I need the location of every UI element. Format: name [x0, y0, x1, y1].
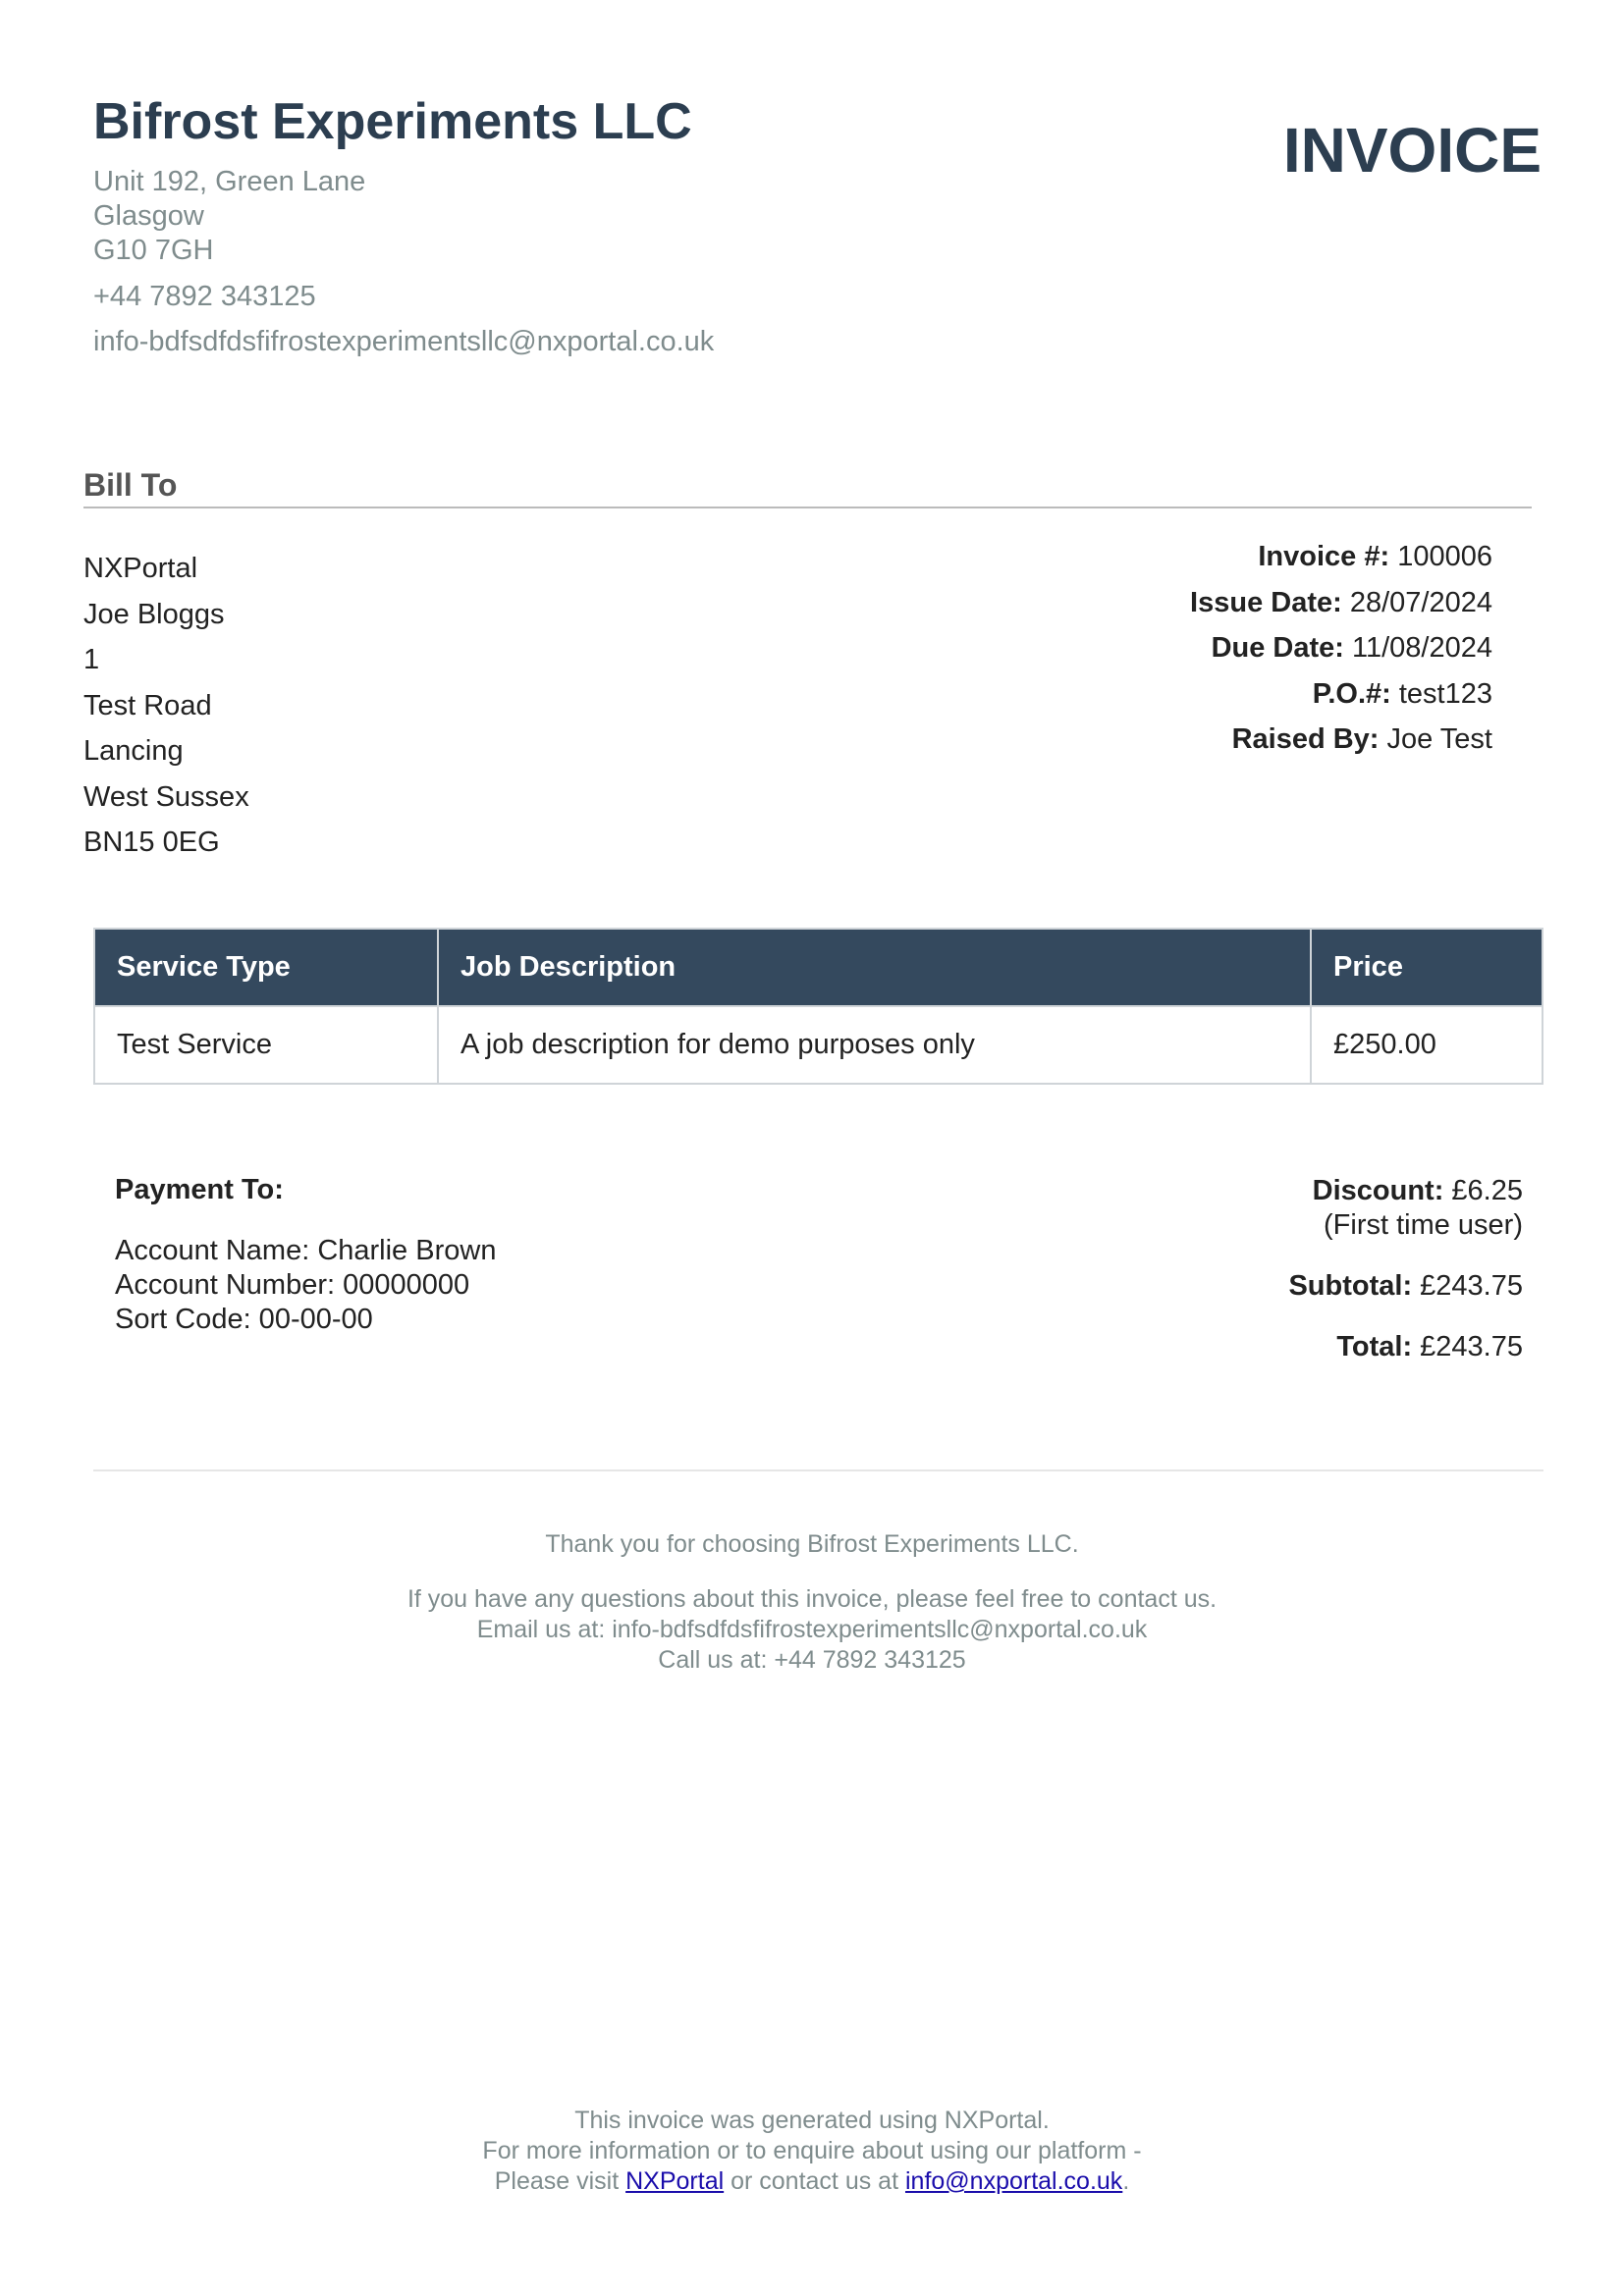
column-header-service-type: Service Type [94, 929, 438, 1006]
company-address [93, 165, 365, 268]
questions-line: If you have any questions about this invoice, please feel free to contact us. [406, 1585, 1218, 1613]
meta-label: Issue Date: [1190, 586, 1342, 618]
bill-to-line: NXPortal [83, 553, 198, 584]
generated-line: This invoice was generated using NXPortal. [574, 2107, 1050, 2134]
footer-divider [93, 1469, 1543, 1471]
cell-price: £250.00 [1311, 1006, 1543, 1084]
visit-middle: or contact us at [724, 2167, 905, 2195]
column-header-price: Price [1311, 929, 1543, 1006]
subtotal-line [1288, 1269, 1523, 1304]
thank-you-message: Thank you for choosing Bifrost Experiments LLC. [545, 1530, 1079, 1558]
discount-line [1288, 1174, 1523, 1208]
account-name: Account Name: Charlie Brown [115, 1235, 497, 1266]
payment-heading: Payment To: [115, 1174, 284, 1205]
visit-suffix: . [1122, 2167, 1130, 2195]
totals [1288, 1174, 1523, 1364]
bill-to-line: BN15 0EG [83, 827, 220, 858]
bill-to-line: Lancing [83, 735, 184, 767]
bill-to-line: Joe Bloggs [83, 598, 225, 630]
visit-line [0, 2166, 1624, 2197]
invoice-meta [1190, 534, 1492, 763]
raised-by [1190, 717, 1492, 763]
column-header-job-description: Job Description [438, 929, 1311, 1006]
bill-to-line: West Sussex [83, 780, 249, 813]
company-address-line: Glasgow [93, 200, 204, 232]
cell-service-type: Test Service [94, 1006, 438, 1084]
company-email: info-bdfsdfdsfifrostexperimentsllc@nxportal.co.uk [93, 326, 715, 357]
po-number [1190, 671, 1492, 718]
meta-value: Joe Test [1386, 723, 1492, 755]
issue-date [1190, 580, 1492, 626]
bill-to-line: Test Road [83, 689, 212, 721]
discount-note: (First time user) [1324, 1209, 1523, 1241]
total-line [1288, 1330, 1523, 1364]
meta-value: 28/07/2024 [1349, 586, 1492, 618]
meta-label: P.O.#: [1312, 677, 1391, 710]
bill-to-line: 1 [83, 644, 100, 675]
discount-value: £6.25 [1451, 1175, 1523, 1206]
invoice-number [1190, 534, 1492, 580]
discount-label: Discount: [1312, 1175, 1444, 1206]
meta-label: Invoice #: [1258, 541, 1390, 572]
company-address-line: Unit 192, Green Lane [93, 166, 366, 197]
platform-info-line: For more information or to enquire about using our platform - [482, 2137, 1142, 2164]
visit-prefix: Please visit [494, 2167, 626, 2195]
email-line: Email us at: info-bdfsdfdsfifrostexperimentsllc@nxportal.co.uk [476, 1616, 1148, 1643]
meta-value: test123 [1398, 677, 1492, 710]
payment-details [115, 1234, 496, 1337]
bill-to-divider [83, 507, 1532, 508]
meta-value: 100006 [1397, 541, 1492, 572]
contact-info [0, 1584, 1624, 1676]
nxportal-email-link[interactable]: info@nxportal.co.uk [904, 2167, 1123, 2195]
table-row [94, 1006, 1543, 1084]
meta-label: Due Date: [1211, 632, 1344, 664]
subtotal-label: Subtotal: [1288, 1270, 1413, 1302]
bill-to-heading: Bill To [83, 467, 178, 503]
meta-value: 11/08/2024 [1352, 632, 1492, 664]
nxportal-link[interactable]: NXPortal [625, 2167, 725, 2195]
company-name: Bifrost Experiments LLC [93, 93, 692, 150]
account-number: Account Number: 00000000 [115, 1269, 470, 1301]
bill-to-address [83, 546, 249, 866]
total-label: Total: [1336, 1331, 1413, 1362]
cell-job-description: A job description for demo purposes only [438, 1006, 1311, 1084]
company-address-line: G10 7GH [93, 235, 214, 266]
generated-notice [0, 2106, 1624, 2197]
invoice-title: INVOICE [1282, 115, 1542, 186]
due-date [1190, 625, 1492, 671]
company-phone: +44 7892 343125 [93, 281, 316, 312]
total-value: £243.75 [1420, 1331, 1523, 1362]
subtotal-value: £243.75 [1420, 1270, 1523, 1302]
items-table [93, 928, 1543, 1085]
sort-code: Sort Code: 00-00-00 [115, 1304, 373, 1335]
call-line: Call us at: +44 7892 343125 [658, 1646, 966, 1674]
table-header-row [94, 929, 1543, 1006]
meta-label: Raised By: [1231, 723, 1380, 755]
